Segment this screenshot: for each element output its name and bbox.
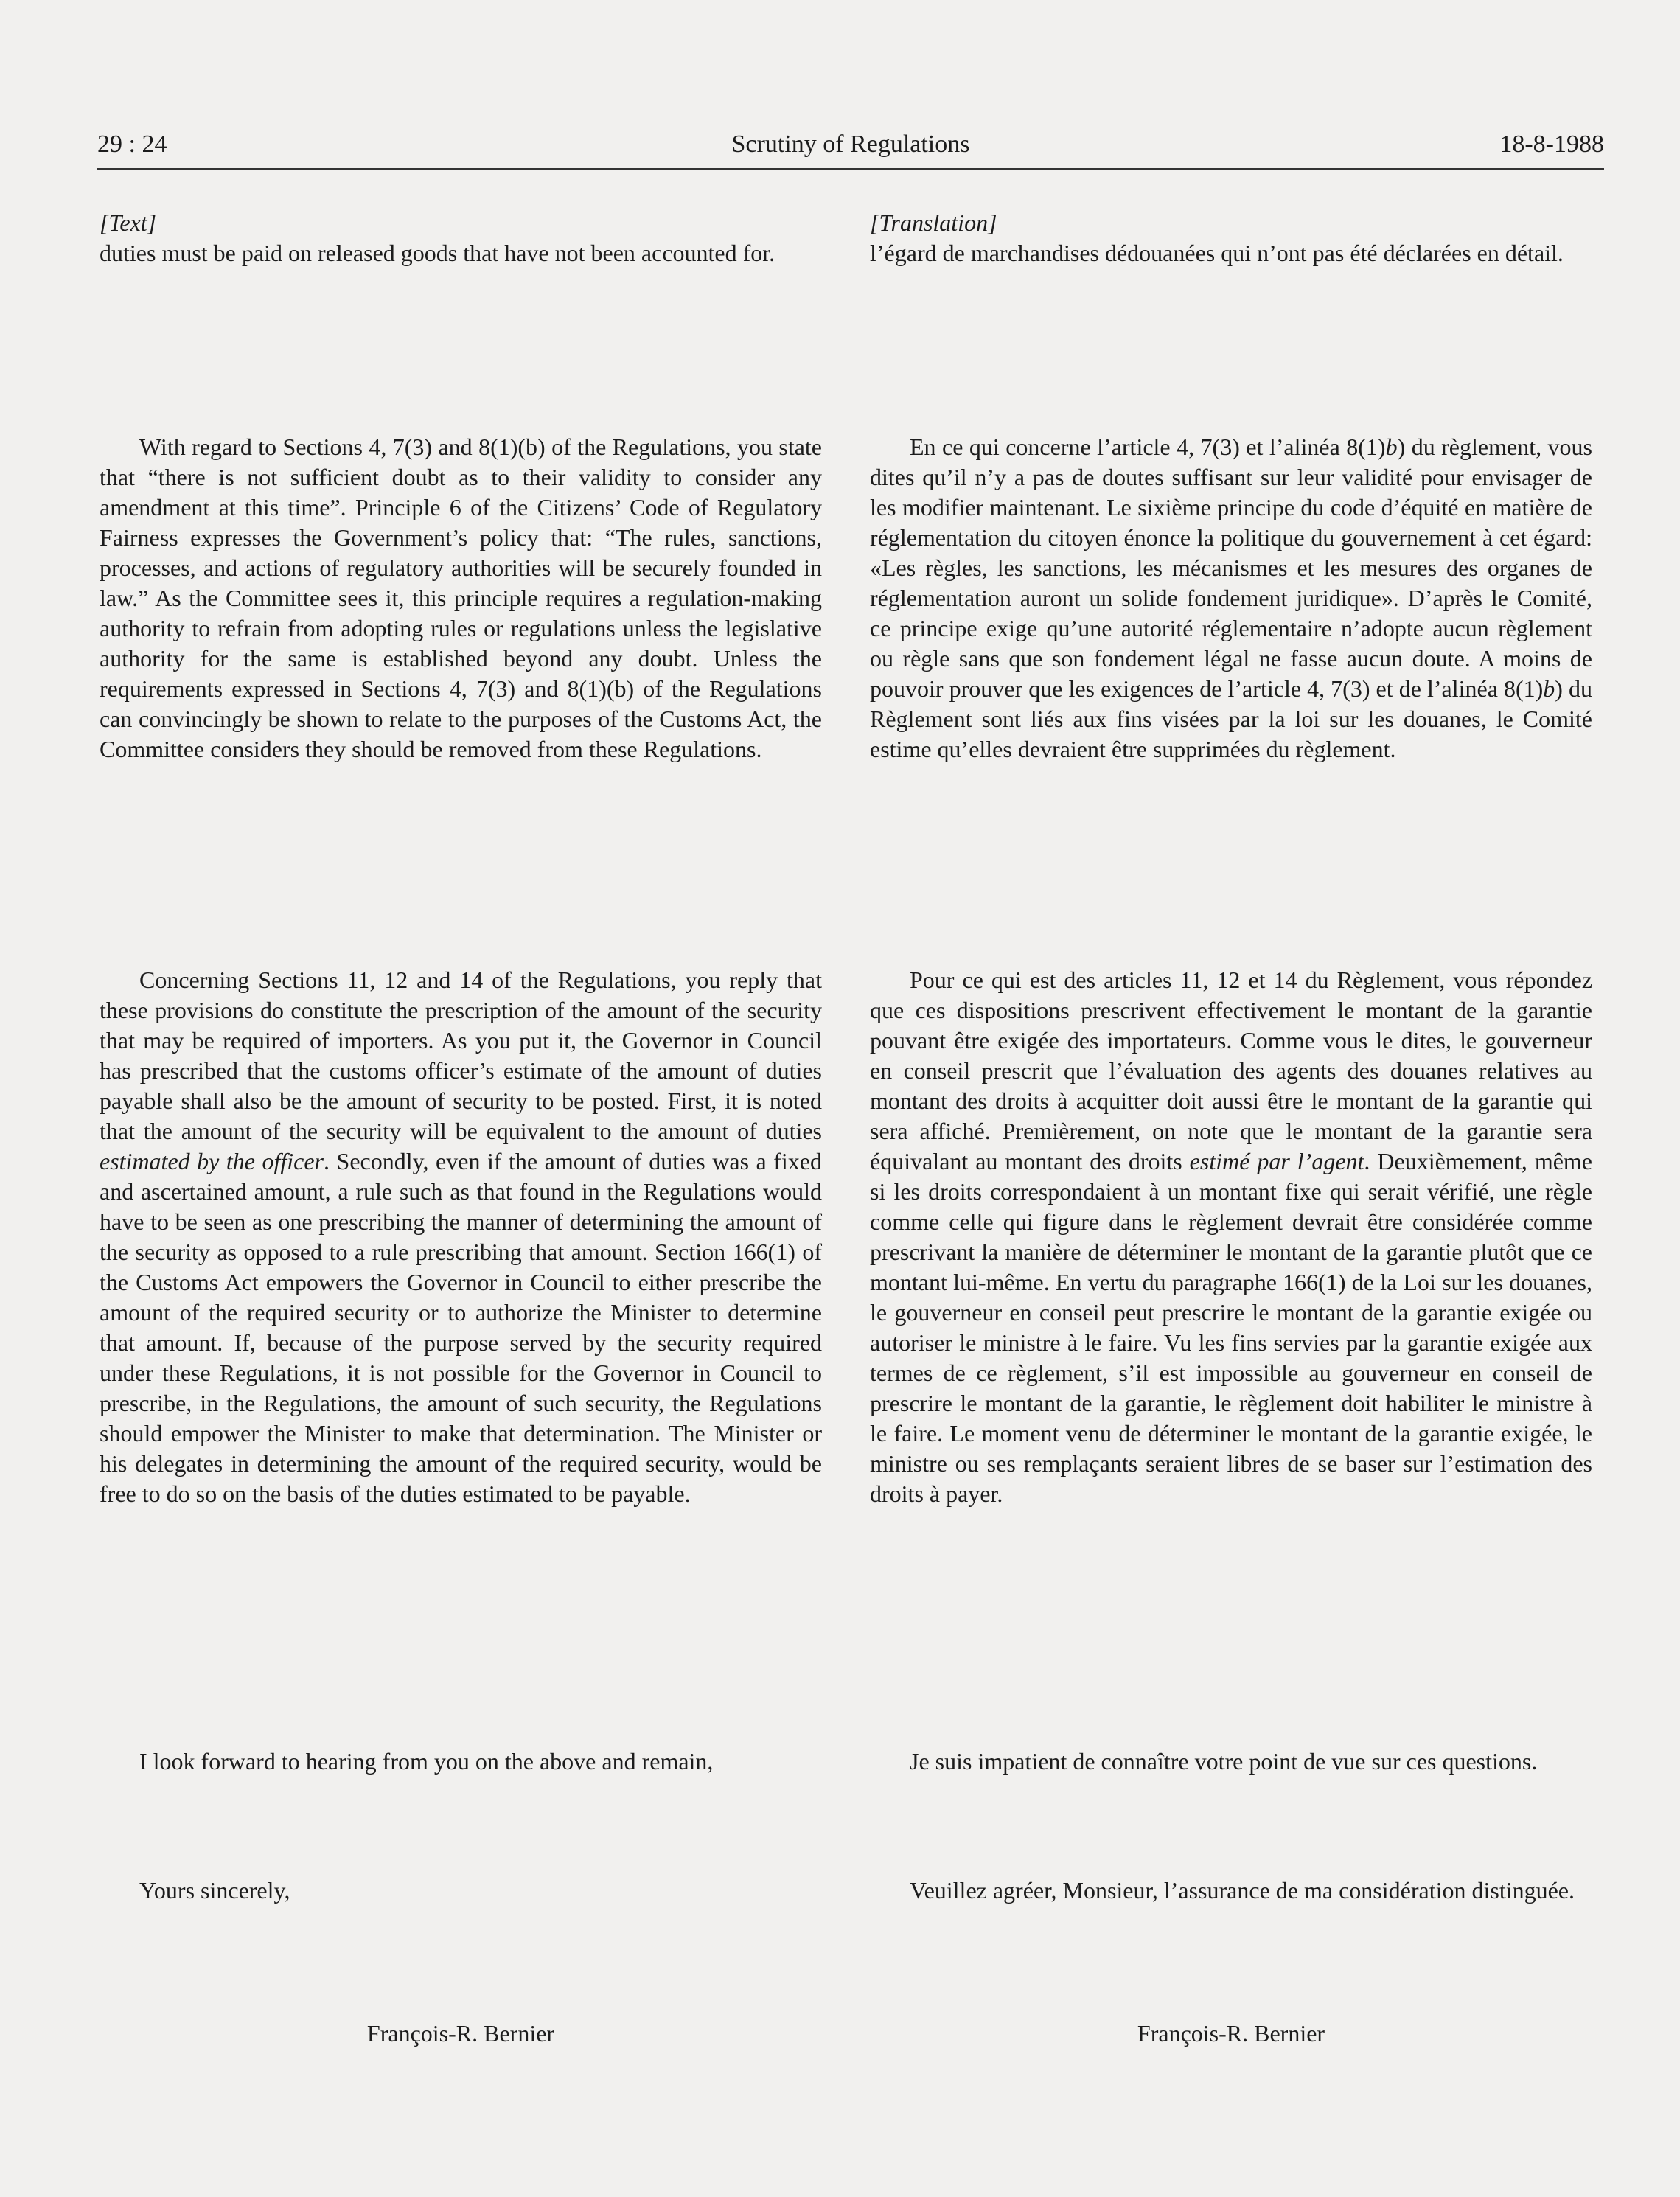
english-closing: Yours sincerely, bbox=[139, 1877, 290, 1904]
french-paragraph-2: En ce qui concerne l’article 4, 7(3) et l’alinéa 8(1)b) du règlement, vous dites qu’il n’y a pas de doutes suffisant sur leur validité pour envisager de les modifier maintenant. Le sixième principe du code d’équité en matière de réglementation du citoyen énonce la politique du gouvernement à cet égard: «Les règles, les sanctions, les mécanismes et les mesures des organes de réglementation auront un solide fondement juridique». D’après le Comité, ce principe exige qu’une autorité réglementaire n’adopte aucun règlement ou règle sans que son fondement légal ne fasse aucun doute. A moins de pouvoir prouver que les exigences de l’article 4, 7(3) et de l’alinéa 8(1)b) du Règlement sont liés aux fins visées par la loi sur les douanes, le Comité estime qu’elles devraient être supprimées du règlement. bbox=[870, 434, 1593, 762]
english-emphasis: estimated by the officer bbox=[100, 1148, 324, 1174]
header-rule bbox=[97, 168, 1604, 170]
text-tag: [Text] bbox=[100, 209, 157, 236]
french-column bbox=[870, 208, 1592, 2154]
french-paragraph-1: l’égard de marchandises dédouanées qui n’ont pas été déclarées en détail. bbox=[870, 240, 1564, 266]
french-emphasis: estimé par l’agent bbox=[1189, 1148, 1364, 1174]
header-date: 18-8-1988 bbox=[1499, 130, 1604, 158]
french-closing: Veuillez agréer, Monsieur, l’assurance de ma considération distinguée. bbox=[910, 1877, 1575, 1904]
english-column bbox=[100, 208, 822, 2154]
english-paragraph-3: Concerning Sections 11, 12 and 14 of the Regulations, you reply that these provisions do constitute the prescription of the amount of the security that may be required of importers. As you put it, the Governor in Council has prescribed that the customs officer’s estimate of the amount of duties payable shall also be the amount of security to be posted. First, it is noted that the amount of the security will be equivalent to the amount of duties estimated by the officer. Secondly, even if the amount of duties was a fixed and ascertained amount, a rule such as that found in the Regulations would have to be seen as one prescribing the manner of determining the amount of the security as opposed to a rule prescribing that amount. Section 166(1) of the Customs Act empowers the Governor in Council to either prescribe the amount of the required security or to authorize the Minister to determine that amount. If, because of the purpose served by the security required under these Regulations, it is not possible for the Governor in Council to prescribe, in the Regulations, the amount of such security, the Regulations should empower the Minister to make that determination. The Minister or his delegates in determining the amount of the required security, would be free to do so on the basis of the duties estimated to be payable. bbox=[100, 967, 823, 1507]
running-title: Scrutiny of Regulations bbox=[731, 130, 970, 158]
english-paragraph-4: I look forward to hearing from you on the above and remain, bbox=[139, 1748, 714, 1775]
english-signature: François-R. Bernier bbox=[366, 2020, 555, 2047]
french-signature: François-R. Bernier bbox=[1137, 2020, 1325, 2047]
french-paragraph-4: Je suis impatient de connaître votre point de vue sur ces questions. bbox=[910, 1748, 1538, 1775]
page-number: 29 : 24 bbox=[97, 130, 167, 158]
english-paragraph-2: With regard to Sections 4, 7(3) and 8(1)(b) of the Regulations, you state that “there is not sufficient doubt as to their validity to consider any amendment at this time”. Principle 6 of the Citizens’ Code of Regulatory Fairness expresses the Government’s policy that: “The rules, sanctions, processes, and actions of regulatory authorities will be securely founded in law.” As the Committee sees it, this principle requires a regulation-making authority to refrain from adopting rules or regulations unless the legislative authority for the same is established beyond any doubt. Unless the requirements expressed in Sections 4, 7(3) and 8(1)(b) of the Regulations can convincingly be shown to relate to the purposes of the Customs Act, the Committee considers they should be removed from these Regulations. bbox=[100, 434, 822, 762]
translation-tag: [Translation] bbox=[870, 209, 997, 236]
english-paragraph-1: duties must be paid on released goods that have not been accounted for. bbox=[100, 240, 775, 266]
french-paragraph-3: Pour ce qui est des articles 11, 12 et 14 du Règlement, vous répondez que ces dispositions prescrivent effectivement le montant de la garantie pouvant être exigée des importateurs. Comme vous le dites, le gouverneur en conseil prescrit que l’évaluation des agents des douanes relatives au montant des droits à acquitter doit aussi être le montant de la garantie qui sera affiché. Premièrement, on note que le montant de la garantie sera équivalant au montant des droits estimé par l’agent. Deuxièmement, même si les droits correspondaient à un montant fixe qui serait vérifié, une règle comme celle qui figure dans le règlement devrait être considérée comme prescrivant la manière de déterminer le montant de la garantie plutôt que ce montant lui-même. En vertu du paragraphe 166(1) de la Loi sur les douanes, le gouverneur en conseil peut prescrire le montant de la garantie exigée ou autoriser le ministre à le faire. Vu les fins servies par la garantie exigée aux termes de ce règlement, s’il est impossible au gouverneur en conseil de prescrire le montant de la garantie, le règlement doit habiliter le ministre à le faire. Le moment venu de déterminer le montant de la garantie exigée, le ministre ou ses remplaçants seraient libres de se baser sur l’estimation des droits à payer. bbox=[870, 967, 1592, 1507]
